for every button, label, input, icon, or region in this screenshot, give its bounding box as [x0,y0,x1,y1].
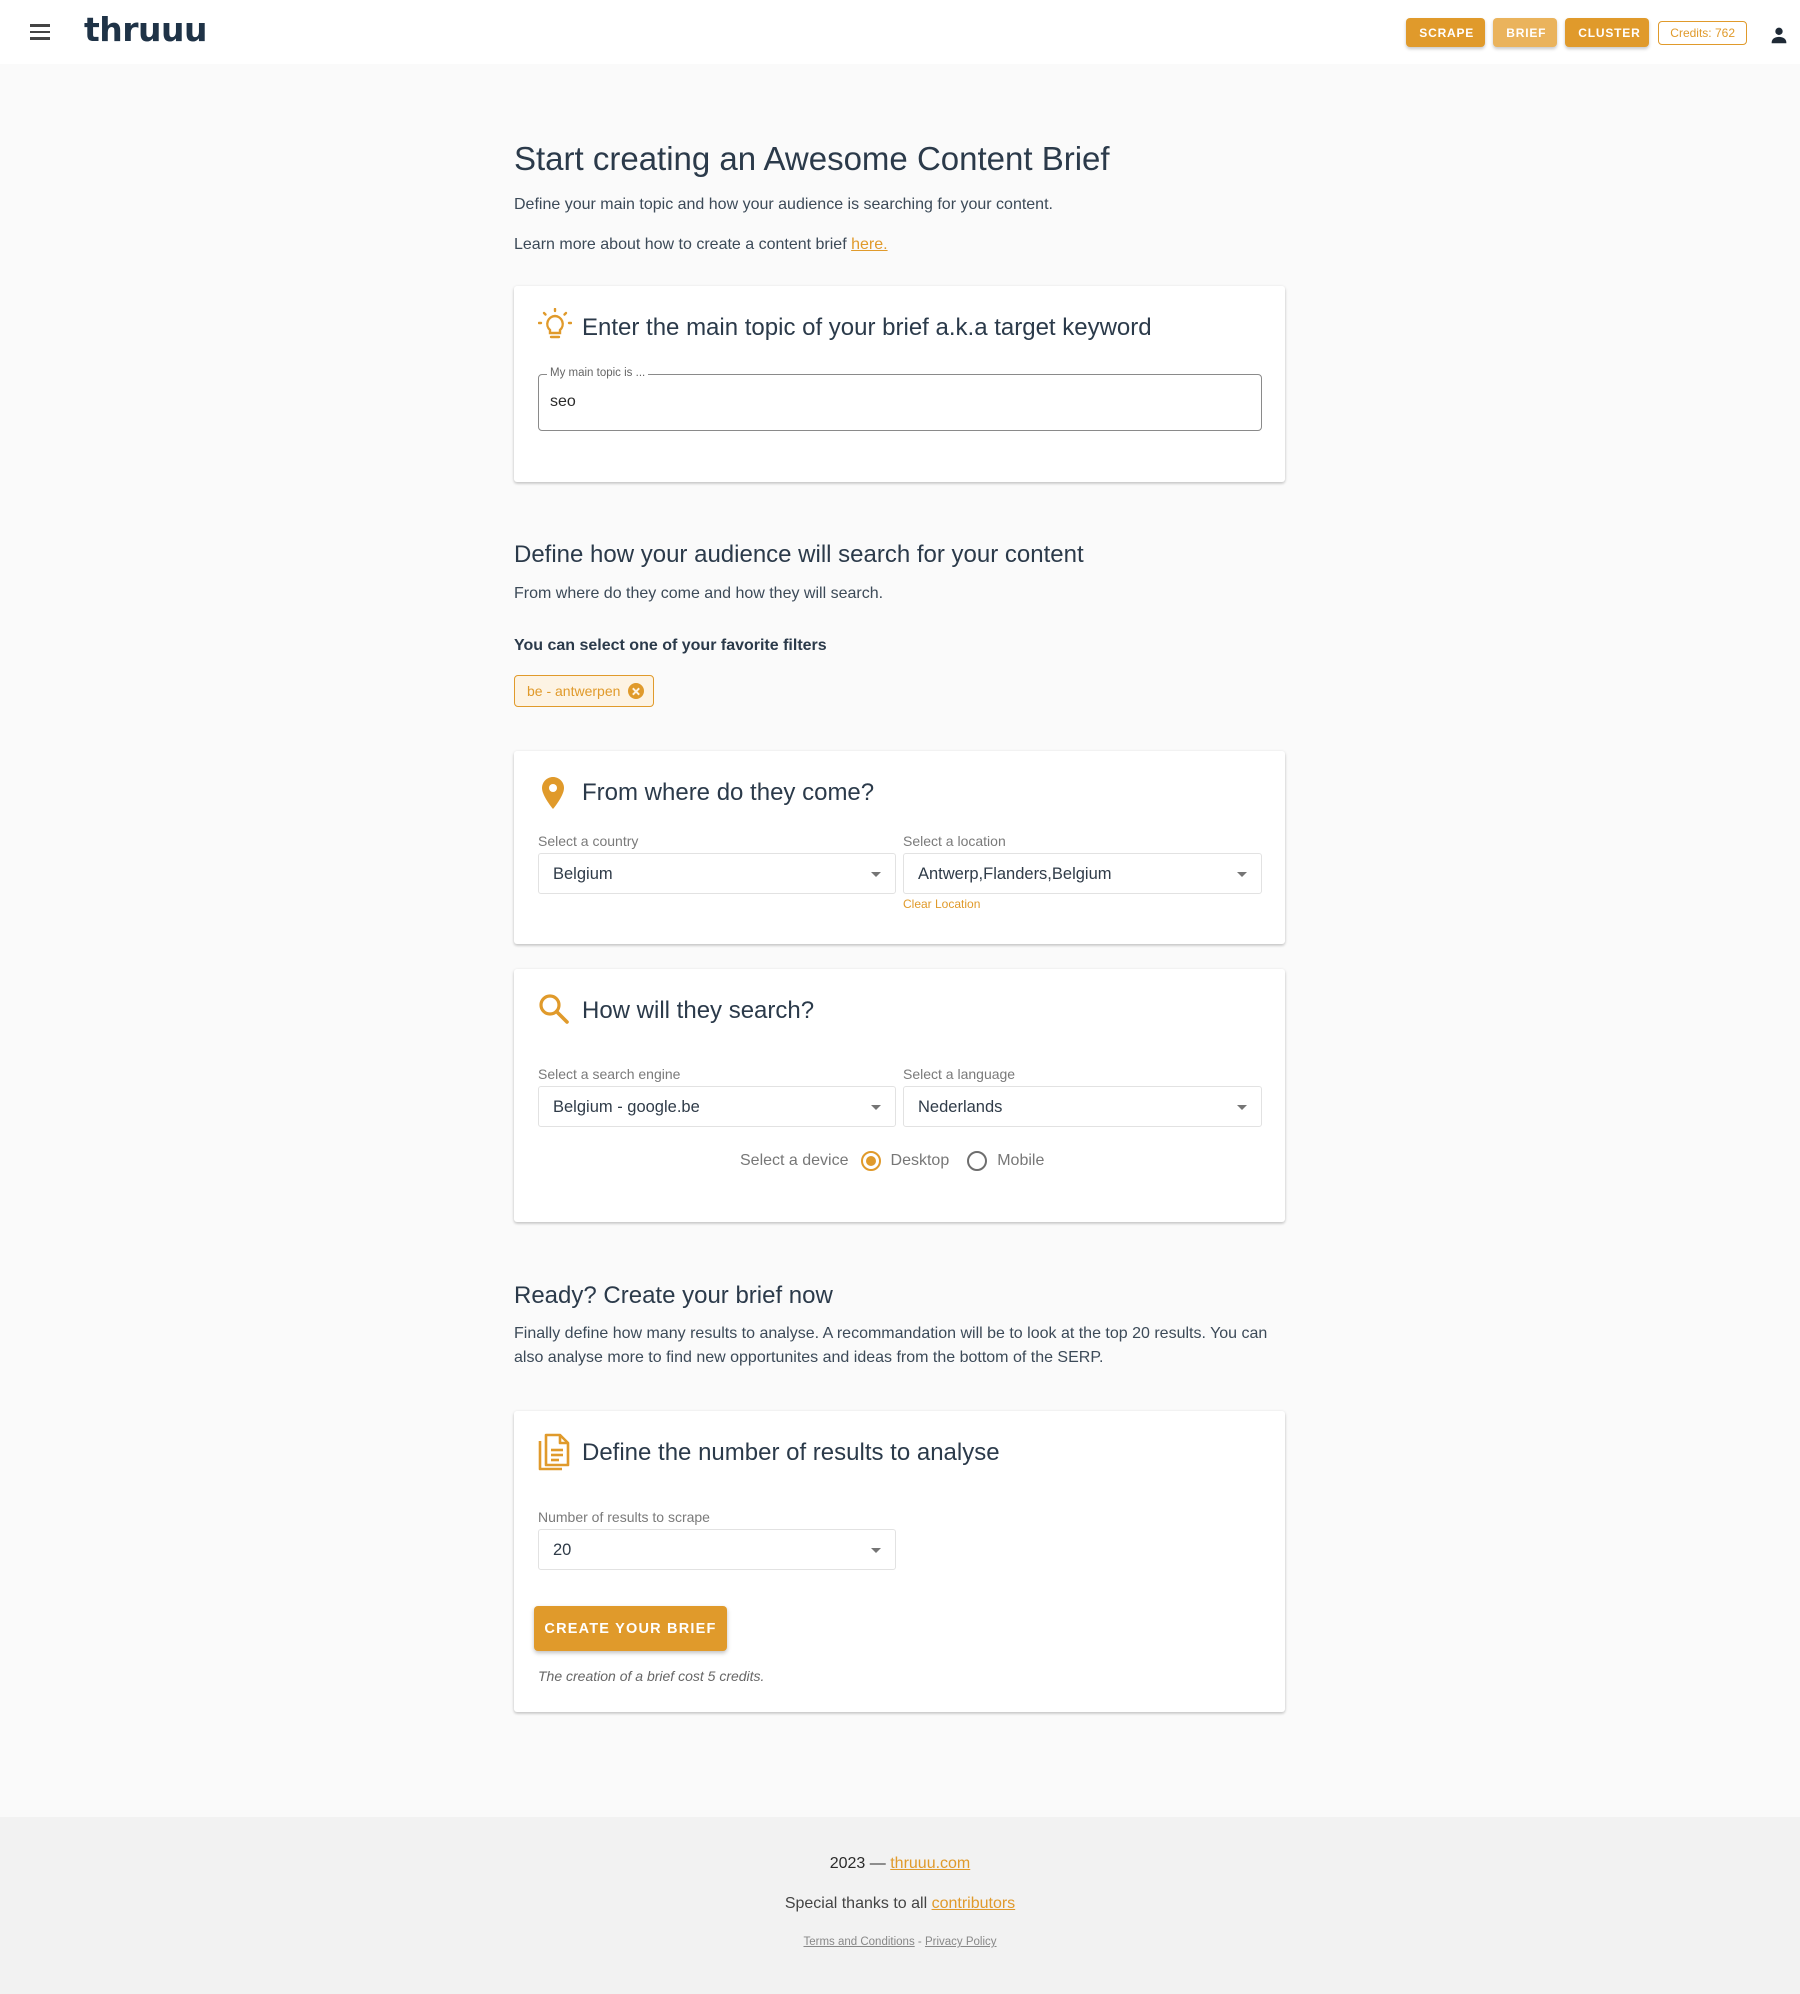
country-value: Belgium [553,865,613,883]
device-option-desktop[interactable]: Desktop [890,1152,950,1169]
device-label: Select a device [740,1152,849,1169]
country-label: Select a country [538,833,639,849]
device-option-mobile[interactable]: Mobile [997,1152,1045,1169]
cost-note: The creation of a brief cost 5 credits. [538,1668,765,1684]
cluster-button[interactable]: CLUSTER [1565,18,1649,47]
topic-card [514,286,1285,482]
footer-site-link[interactable]: thruuu.com [890,1855,971,1872]
results-card [514,1411,1285,1712]
brief-button[interactable]: BRIEF [1493,18,1557,47]
search-engine-select[interactable] [538,1086,896,1127]
search-card [514,969,1285,1222]
topic-card-title: Enter the main topic of your brief a.k.a target keyword [582,314,1152,341]
favorite-filter-label: be - antwerpen [527,683,621,699]
chevron-down-icon [871,1548,881,1553]
footer-separator: - [917,1936,922,1948]
logo[interactable]: thruuu [84,10,208,49]
favorite-filter-chip[interactable] [514,675,654,707]
learn-more-label: Learn more about how to create a content brief [514,236,847,253]
page-title: Start creating an Awesome Content Brief [514,140,1110,177]
results-card-title: Define the number of results to analyse [582,1439,1000,1466]
search-engine-value: Belgium - google.be [553,1098,700,1116]
chevron-down-icon [871,872,881,877]
search-icon [538,993,570,1025]
country-select[interactable] [538,853,896,894]
main-topic-value[interactable]: seo [550,393,576,410]
results-count-label: Number of results to scrape [538,1509,710,1525]
footer-year: 2023 — [829,1855,886,1872]
account-icon[interactable] [1768,24,1790,46]
main-topic-input[interactable] [538,367,1262,431]
document-copy-icon [538,1433,570,1471]
lightbulb-icon [538,308,572,344]
audience-title: Define how your audience will search for your content [514,541,1084,568]
top-app-bar [0,0,1800,64]
top-actions [1406,18,1800,47]
menu-icon[interactable] [26,20,54,44]
device-selector [740,1151,1044,1171]
audience-subtitle: From where do they come and how they will search. [514,585,884,602]
radio-mobile[interactable] [967,1151,987,1171]
ready-text-line1: Finally define how many results to analyse. A recommandation will be to look at the top 20 results. You can [514,1325,1268,1342]
location-card-title: From where do they come? [582,779,875,806]
location-label: Select a location [903,833,1006,849]
close-circle-icon[interactable] [628,683,644,699]
privacy-link[interactable]: Privacy Policy [924,1936,997,1948]
location-select[interactable] [903,853,1262,894]
chevron-down-icon [1237,1105,1247,1110]
footer [0,1817,1800,1994]
footer-copyright [0,1855,1800,1873]
language-label: Select a language [903,1066,1016,1082]
results-count-value: 20 [553,1541,572,1559]
search-card-title: How will they search? [582,997,815,1024]
chevron-down-icon [1237,872,1247,877]
learn-more-text [514,236,888,254]
chevron-down-icon [871,1105,881,1110]
terms-link[interactable]: Terms and Conditions [803,1936,915,1948]
favorites-label: You can select one of your favorite filters [514,637,827,654]
search-engine-label: Select a search engine [538,1066,681,1082]
ready-title: Ready? Create your brief now [514,1282,833,1309]
location-card [514,751,1285,944]
create-brief-button[interactable]: CREATE YOUR BRIEF [534,1606,727,1651]
credits-badge[interactable]: Credits: 762 [1658,21,1747,45]
page-subtitle: Define your main topic and how your audience is searching for your content. [514,196,1053,213]
clear-location-link[interactable]: Clear Location [903,897,981,911]
learn-more-link[interactable]: here. [851,236,888,253]
footer-thanks [0,1895,1800,1913]
scrape-button[interactable]: SCRAPE [1406,18,1485,47]
radio-desktop[interactable] [861,1151,881,1171]
footer-thanks-text: Special thanks to all [784,1895,928,1912]
location-value: Antwerp,Flanders,Belgium [918,865,1112,883]
language-value: Nederlands [918,1098,1003,1116]
language-select[interactable] [903,1086,1262,1127]
ready-text-line2: also analyse more to find new opportunites and ideas from the bottom of the SERP. [514,1349,1104,1366]
footer-legal [0,1936,1800,1948]
main-topic-label: My main topic is ... [547,367,648,379]
map-pin-icon [542,777,564,809]
results-count-select[interactable] [538,1529,896,1570]
contributors-link[interactable]: contributors [931,1895,1016,1912]
